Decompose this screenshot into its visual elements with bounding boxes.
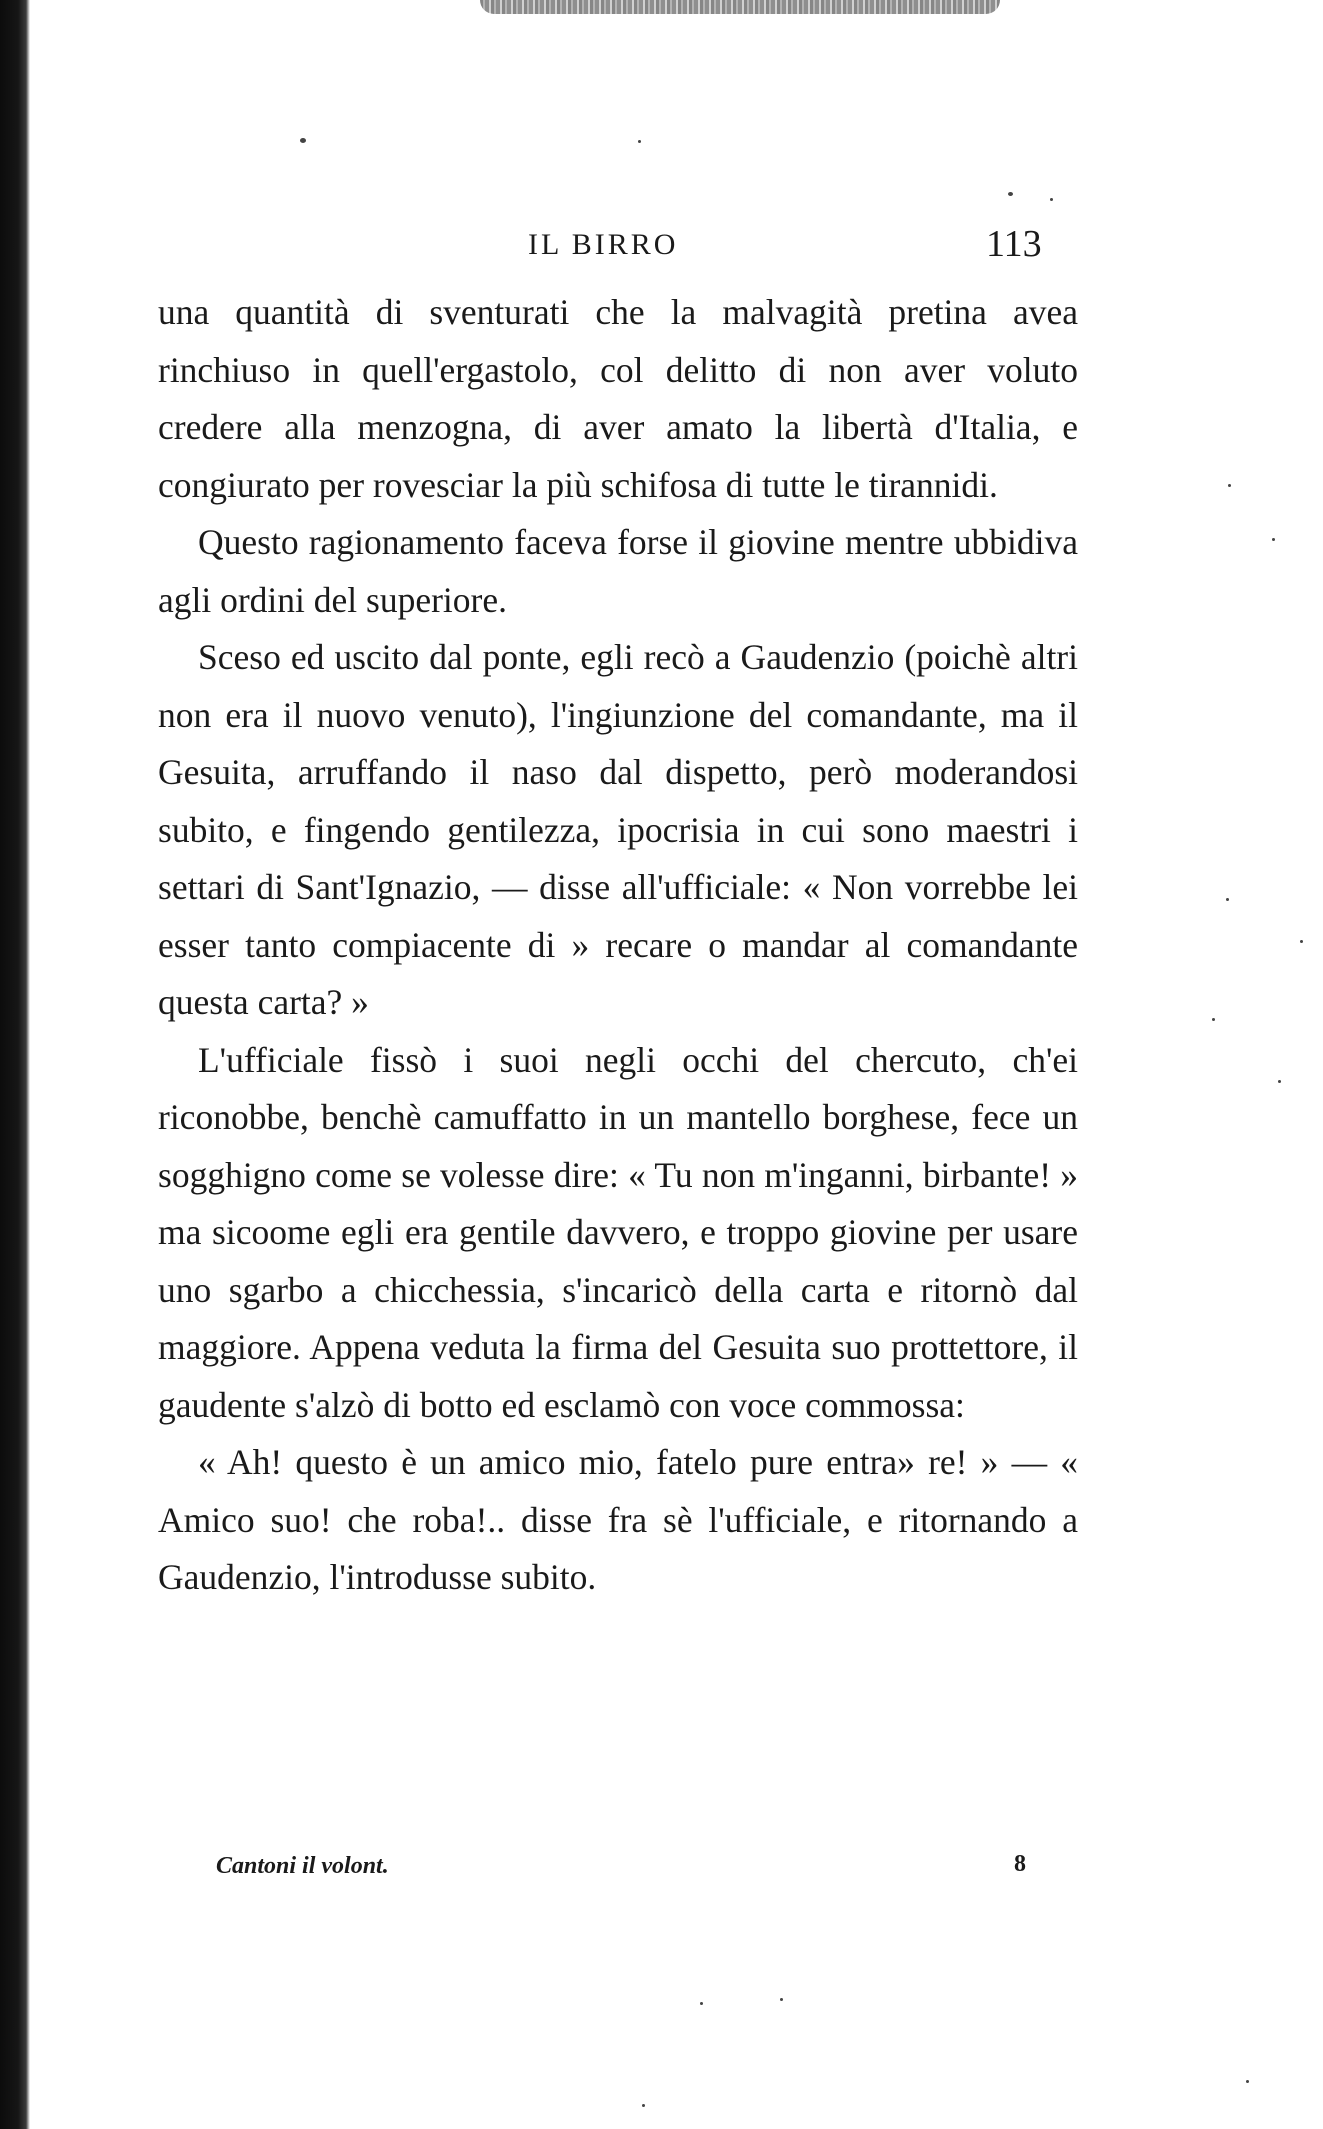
scan-speck: [642, 2104, 645, 2107]
body-text: [158, 284, 1078, 1607]
scan-smudge: [480, 0, 1000, 14]
scan-speck: [300, 138, 306, 143]
scan-speck: [1278, 1080, 1281, 1083]
scan-speck: [1272, 538, 1275, 541]
scan-speck: [1228, 484, 1231, 487]
page-number: 113: [986, 223, 1042, 265]
scan-speck: [1050, 198, 1053, 201]
scan-speck: [638, 140, 641, 143]
scan-speck: [1300, 940, 1303, 943]
running-head: [0, 222, 1323, 266]
signature-mark: 8: [1014, 1851, 1026, 1877]
printer-signature: Cantoni il volont.: [216, 1853, 389, 1879]
book-spine-shadow: [0, 0, 30, 2129]
scan-speck: [1246, 2080, 1249, 2083]
paragraph: « Ah! questo è un amico mio, fatelo pure entra» re! » — « Amico suo! che roba!.. disse fra sè l'ufficiale, e ritornando a Gaudenzio, l'introdusse subito.: [158, 1442, 1078, 1597]
paragraph: Sceso ed uscito dal ponte, egli recò a Gaudenzio (poichè altri non era il nuovo venuto), l'ingiunzione del comandante, ma il Gesuita, arruffando il naso dal dispetto, però moderandosi subito, e fingendo gentilezza, ipocrisia in cui sono maestri i settari di Sant'Ignazio, — disse all'ufficiale: « Non vorrebbe lei esser tanto compiacente di » recare o mandar al comandante questa carta? »: [158, 637, 1078, 1022]
scan-speck: [1226, 898, 1229, 901]
paragraph: una quantità di sventurati che la malvagità pretina avea rinchiuso in quell'ergastolo, col delitto di non aver voluto credere alla menzogna, di aver amato la libertà d'Italia, e congiurato per rovesciar la più schifosa di tutte le tirannidi.: [158, 292, 1078, 505]
scan-speck: [1008, 192, 1013, 196]
scan-speck: [700, 2002, 703, 2005]
scan-speck: [1212, 1018, 1215, 1021]
paragraph: Questo ragionamento faceva forse il giovine mentre ubbidiva agli ordini del superiore.: [158, 522, 1078, 620]
page-footer: [0, 1853, 1323, 1893]
paragraph: L'ufficiale fissò i suoi negli occhi del chercuto, ch'ei riconobbe, benchè camuffatto in un mantello borghese, fece un sogghigno come se volesse dire: « Tu non m'inganni, birbante! » ma sicoome egli era gentile davvero, e troppo giovine per usare uno sgarbo a chicchessia, s'incaricò della carta e ritornò dal maggiore. Appena veduta la firma del Gesuita suo prottettore, il gaudente s'alzò di botto ed esclamò con voce commossa:: [158, 1039, 1078, 1425]
running-title: IL BIRRO: [528, 228, 679, 261]
scan-speck: [780, 1998, 783, 2001]
